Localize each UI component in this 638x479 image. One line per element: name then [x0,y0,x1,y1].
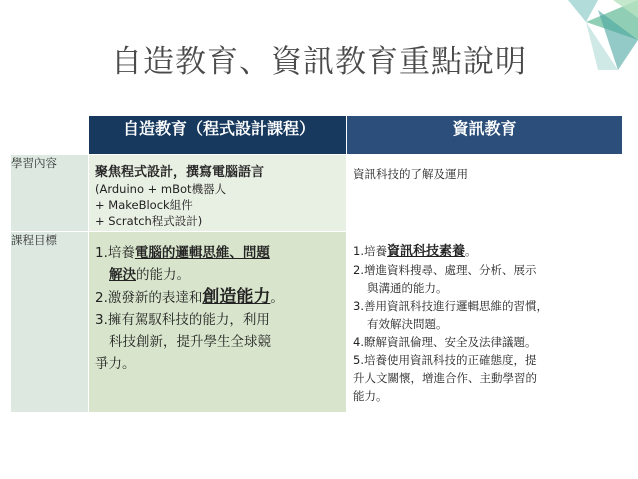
slide-title: 自造教育、資訊教育重點說明 [111,44,527,80]
info-goal-2-cont: 與溝通的能力。 [367,281,448,295]
info-goal-5-cont: 升人文關懷，增進合作、主動學習的 [353,371,537,385]
info-goal-3-cont: 有效解決問題。 [367,317,448,331]
info-goal-5-end: 能力。 [353,389,388,403]
info-content-text: 資訊科技的了解及運用 [353,167,468,181]
table-row-content [11,155,623,232]
header-maker-education: 自造教育（程式設計課程） [89,116,347,155]
info-goal-2: 2.增進資料搜尋、處理、分析、展示 [353,263,537,277]
maker-content-line-1: (Arduino + mBot機器人 [95,182,227,196]
maker-goal-2: 2.激發新的表達和創造能力。 [95,287,284,307]
table-row-goals [11,232,623,413]
maker-goals-cell [89,232,347,413]
info-goals-cell [347,232,623,413]
maker-content-cell [89,155,347,232]
info-goal-3: 3.善用資訊科技進行邏輯思維的習慣， [353,299,548,313]
info-goal-1: 1.培養資訊科技素養。 [353,244,477,259]
info-goal-5: 5.培養使用資訊科技的正確態度，提 [353,353,537,367]
maker-goal-3-end: 爭力。 [95,356,136,372]
maker-goal-1: 1.培養電腦的邏輯思維、問題 [95,245,270,261]
maker-goal-3-cont: 科技創新，提升學生全球競 [109,334,271,350]
row-label-goals: 課程目標 [11,232,89,413]
maker-content-heading: 聚焦程式設計，撰寫電腦語言 [95,165,265,180]
header-info-education: 資訊教育 [347,116,623,155]
header-empty-cell [11,116,89,155]
maker-content-line-3: + Scratch程式設計) [95,214,203,228]
row-label-content: 學習內容 [11,155,89,232]
info-content-cell [347,155,623,232]
comparison-table [10,115,623,413]
maker-goal-1-cont: 解決的能力。 [109,267,190,283]
info-goal-4: 4.瞭解資訊倫理、安全及法律議題。 [353,335,537,349]
maker-content-line-2: + MakeBlock組件 [95,198,193,212]
maker-goal-3: 3.擁有駕馭科技的能力，利用 [95,312,270,328]
table-header-row [11,116,623,155]
